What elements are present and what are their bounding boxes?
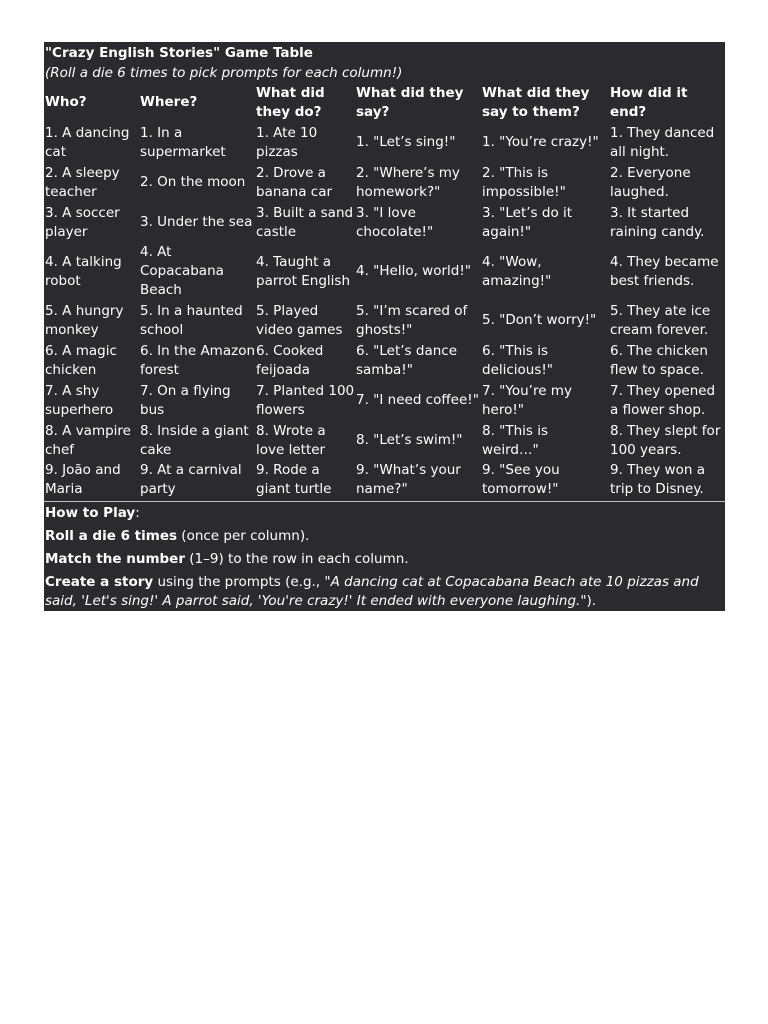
table-cell-who: 8. A vampire chef: [45, 422, 131, 458]
how-to-play-section: [44, 502, 725, 611]
table-cell-what-did-they-say: 2. "Where’s my homework?": [356, 164, 460, 200]
table-cell-what-did-they-say-to-them: 3. "Let’s do it again!": [482, 204, 573, 240]
how-to-play-colon: :: [135, 504, 140, 521]
step-3-end: ").: [580, 592, 597, 609]
table-cell-who: 4. A talking robot: [45, 253, 122, 289]
table-cell-who: 2. A sleepy teacher: [45, 164, 120, 200]
table-cell-what-did-they-do: 4. Taught a parrot English: [256, 253, 350, 289]
table-cell-how-did-it-end: 1. They danced all night.: [610, 124, 715, 160]
how-to-play-step-3: [45, 573, 725, 611]
table-cell-what-did-they-say: 1. "Let’s sing!": [356, 134, 456, 150]
table-cell-what-did-they-say-to-them: 6. "This is delicious!": [482, 342, 554, 378]
title-block: [44, 42, 725, 83]
table-row: [44, 301, 725, 341]
table-cell-what-did-they-say-to-them: 7. "You’re my hero!": [482, 382, 572, 418]
table-cell-where: 4. At Copacabana Beach: [140, 244, 224, 298]
column-header-where: Where?: [140, 94, 198, 110]
table-cell-what-did-they-say-to-them: 2. "This is impossible!": [482, 164, 566, 200]
table-cell-who: 5. A hungry monkey: [45, 302, 124, 338]
table-cell-who: 1. A dancing cat: [45, 124, 130, 160]
table-cell-how-did-it-end: 3. It started raining candy.: [610, 204, 705, 240]
table-cell-who: 7. A shy superhero: [45, 382, 114, 418]
step-3-text: using the prompts (e.g., ": [153, 573, 331, 590]
table-cell-what-did-they-say-to-them: 8. "This is weird…": [482, 422, 549, 458]
step-3-example: A dancing cat at Copacabana Beach ate 10 pizzas and said, 'Let's sing!' A parrot said, 'You're crazy!' It ended with everyone laughing.: [45, 573, 699, 609]
table-cell-what-did-they-say-to-them: 1. "You’re crazy!": [482, 134, 599, 150]
table-cell-how-did-it-end: 7. They opened a flower shop.: [610, 382, 716, 418]
table-row: [44, 203, 725, 243]
column-header-what-did-they-do: What did they do?: [256, 84, 325, 120]
table-cell-how-did-it-end: 5. They ate ice cream forever.: [610, 302, 711, 338]
step-1-bold: Roll a die 6 times: [45, 527, 178, 544]
table-cell-who: 9. João and Maria: [44, 461, 139, 501]
table-cell-who: 3. A soccer player: [45, 204, 120, 240]
table-cell-how-did-it-end: 9. They won a trip to Disney.: [609, 461, 725, 501]
table-cell-what-did-they-do: 5. Played video games: [256, 302, 343, 338]
table-cell-where: 9. At a carnival party: [139, 461, 255, 501]
game-sheet: [44, 42, 725, 611]
table-cell-where: 3. Under the sea: [140, 214, 253, 230]
table-cell-what-did-they-do: 1. Ate 10 pizzas: [256, 124, 318, 160]
how-to-play-heading: How to Play: [45, 504, 136, 521]
table-cell-what-did-they-do: 7. Planted 100 flowers: [256, 382, 355, 418]
table-cell-what-did-they-do: 9. Rode a giant turtle: [255, 461, 355, 501]
step-1-text: (once per column).: [177, 527, 310, 544]
table-cell-what-did-they-do: 3. Built a sand castle: [256, 204, 354, 240]
table-row: [44, 381, 725, 421]
table-cell-what-did-they-say: 4. "Hello, world!": [356, 263, 471, 279]
page-title: "Crazy English Stories" Game Table: [45, 45, 313, 61]
how-to-play-heading-line: [45, 504, 725, 523]
table-cell-what-did-they-do: 2. Drove a banana car: [256, 164, 333, 200]
table-cell-what-did-they-say-to-them: 4. "Wow, amazing!": [482, 253, 552, 289]
table-cell-where: 2. On the moon: [140, 174, 246, 190]
page-subtitle: (Roll a die 6 times to pick prompts for each column!): [45, 65, 403, 81]
table-cell-what-did-they-say: 6. "Let’s dance samba!": [356, 342, 458, 378]
step-2-bold: Match the number: [45, 550, 185, 567]
how-to-play-step-2: [45, 550, 725, 569]
table-cell-what-did-they-do: 8. Wrote a love letter: [256, 422, 326, 458]
table-cell-what-did-they-say: 9. "What’s your name?": [355, 461, 481, 501]
how-to-play-step-1: [45, 527, 725, 546]
table-cell-what-did-they-say: 8. "Let’s swim!": [356, 432, 463, 448]
table-cell-what-did-they-say: 5. "I’m scared of ghosts!": [356, 302, 468, 338]
table-cell-what-did-they-say-to-them: 5. "Don’t worry!": [482, 312, 597, 328]
table-cell-who: 6. A magic chicken: [45, 342, 117, 378]
table-row: [44, 461, 725, 501]
step-3-bold: Create a story: [45, 573, 154, 590]
table-body: [44, 123, 725, 501]
table-cell-where: 6. In the Amazon forest: [140, 342, 255, 378]
column-header-who: Who?: [45, 94, 87, 110]
table-row: [44, 243, 725, 301]
game-table: [44, 83, 725, 502]
table-row: [44, 123, 725, 163]
table-cell-how-did-it-end: 8. They slept for 100 years.: [610, 422, 721, 458]
table-cell-what-did-they-do: 6. Cooked feijoada: [256, 342, 324, 378]
table-cell-where: 1. In a supermarket: [140, 124, 226, 160]
table-cell-what-did-they-say: 3. "I love chocolate!": [356, 204, 434, 240]
table-cell-what-did-they-say: 7. "I need coffee!": [356, 392, 479, 408]
column-header-how-did-it-end: How did it end?: [610, 84, 688, 120]
table-row: [44, 341, 725, 381]
column-header-what-did-they-say-to-them: What did they say to them?: [482, 84, 590, 120]
table-row: [44, 421, 725, 461]
table-cell-where: 5. In a haunted school: [140, 302, 243, 338]
table-cell-how-did-it-end: 2. Everyone laughed.: [610, 164, 691, 200]
table-row: [44, 163, 725, 203]
table-cell-where: 8. Inside a giant cake: [140, 422, 249, 458]
column-header-what-did-they-say: What did they say?: [356, 84, 464, 120]
table-header-row: [44, 83, 725, 123]
table-cell-what-did-they-say-to-them: 9. "See you tomorrow!": [481, 461, 609, 501]
step-2-text: (1–9) to the row in each column.: [185, 550, 409, 567]
table-cell-where: 7. On a flying bus: [140, 382, 231, 418]
table-cell-how-did-it-end: 6. The chicken flew to space.: [610, 342, 708, 378]
table-cell-how-did-it-end: 4. They became best friends.: [610, 253, 719, 289]
